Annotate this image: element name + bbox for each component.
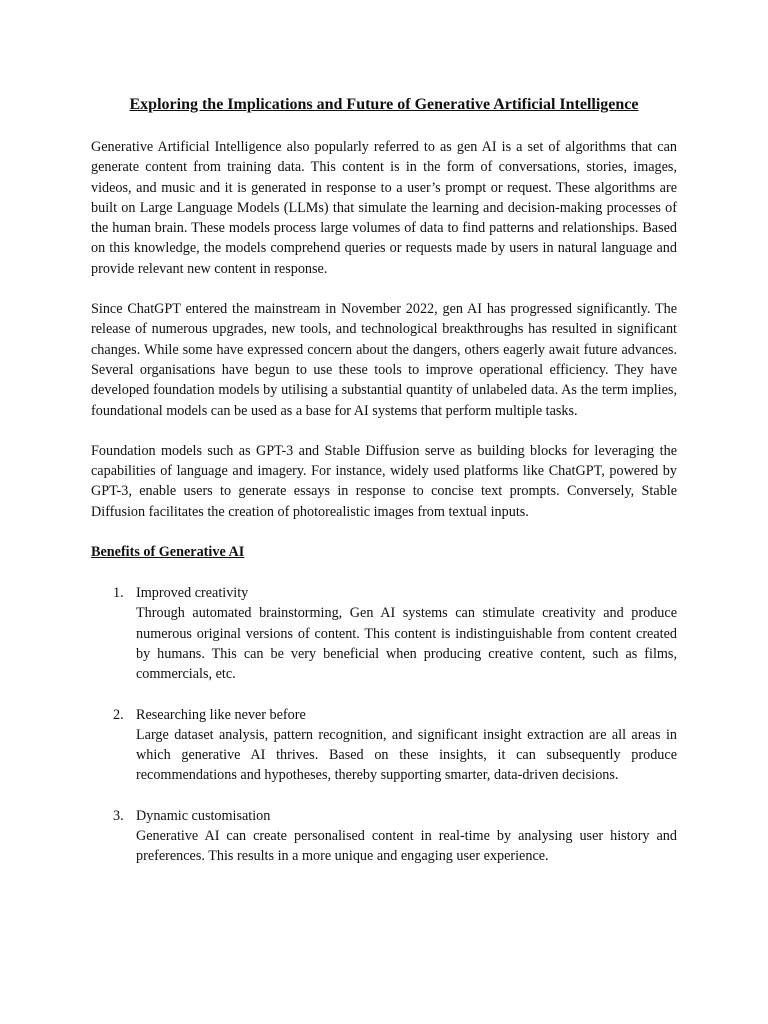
list-item: [91, 583, 677, 684]
list-item: [91, 705, 677, 786]
list-item-text: Generative AI can create personalised content in real-time by analysing user history and preferences. This results in a more unique and engaging user experience.: [136, 828, 677, 865]
list-item-title: Dynamic customisation: [136, 807, 271, 824]
list-item: [91, 806, 677, 867]
list-item-title: Researching like never before: [136, 706, 306, 723]
list-item-text: Large dataset analysis, pattern recognition, and significant insight extraction are all areas in which generative AI thrives. Based on these insights, it can subsequently produce recommendations and hypotheses, thereby supporting smarter, data-driven decisions.: [136, 726, 677, 784]
list-item-title: Improved creativity: [136, 585, 249, 602]
list-item-number: 3.: [113, 807, 124, 824]
paragraph-progress: Since ChatGPT entered the mainstream in November 2022, gen AI has progressed significantly. The release of numerous upgrades, new tools, and technological breakthroughs has resulted in significant changes. While some have expressed concern about the dangers, others eagerly await future advances. Several organisations have begun to use these tools to improve operational efficiency. They have developed foundation models by utilising a substantial quantity of unlabeled data. As the term implies, foundational models can be used as a base for AI systems that perform multiple tasks.: [91, 301, 677, 419]
benefits-heading: Benefits of Generative AI: [91, 544, 245, 561]
list-item-number: 1.: [113, 585, 124, 602]
list-item-number: 2.: [113, 706, 124, 723]
document-title: Exploring the Implications and Future of Generative Artificial Intelligence: [129, 96, 639, 113]
paragraph-foundation-models: Foundation models such as GPT-3 and Stable Diffusion serve as building blocks for leveraging the capabilities of language and imagery. For instance, widely used platforms like ChatGPT, powered by GPT-3, enable users to generate essays in response to concise text prompts. Conversely, Stable Diffusion facilitates the creation of photorealistic images from textual inputs.: [91, 442, 677, 520]
list-item-text: Through automated brainstorming, Gen AI systems can stimulate creativity and produce numerous original versions of content. This content is indistinguishable from content created by humans. This can be very beneficial when producing creative content, such as films, commercials, etc.: [136, 605, 677, 683]
benefits-list: [91, 583, 677, 867]
paragraph-intro: Generative Artificial Intelligence also popularly referred to as gen AI is a set of algorithms that can generate content from training data. This content is in the form of conversations, stories, images, videos, and music and it is generated in response to a user’s prompt or request. These algorithms are built on Large Language Models (LLMs) that simulate the learning and decision-making processes of the human brain. These models process large volumes of data to find patterns and relationships. Based on this knowledge, the models comprehend queries or requests made by users in natural language and provide relevant new content in response.: [91, 139, 677, 277]
